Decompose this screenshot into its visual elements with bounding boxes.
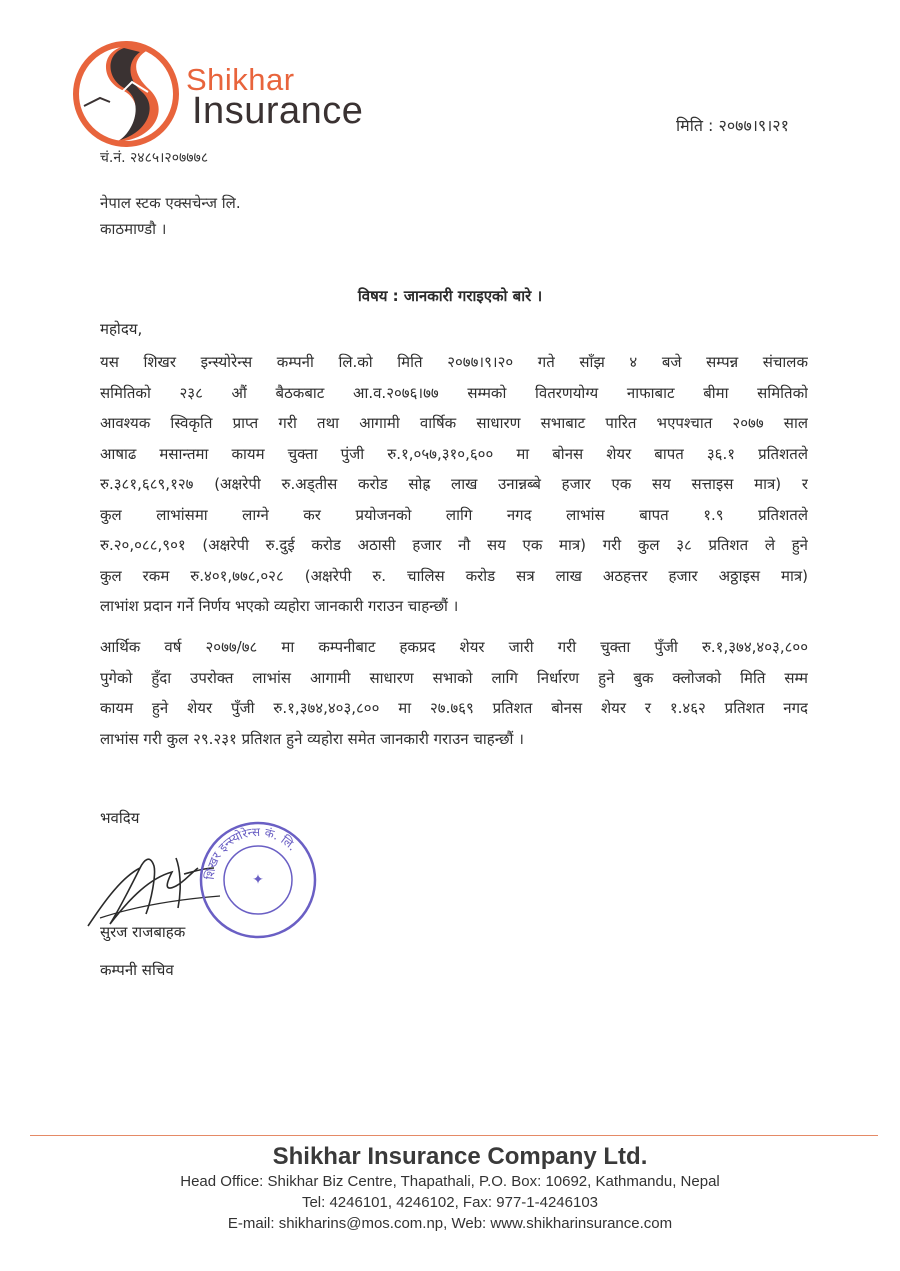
closing-phrase: भवदिय (100, 809, 140, 827)
paragraph-line: कुल लाभांसमा लाग्ने कर प्रयोजनको लागि नगद लाभांस बापत १.९ प्रतिशतले (100, 505, 808, 524)
recipient-address (100, 190, 241, 242)
paragraph-line: आषाढ मसान्तमा कायम चुक्ता पुंजी रु.१,०५७,३१०,६०० मा बोनस शेयर बापत ३६.१ प्रतिशतले (100, 444, 808, 463)
brand-name-line-2: Insurance (192, 90, 364, 132)
recipient-line: काठमाण्डौ । (100, 220, 167, 238)
brand-name-line-1: Shikhar (186, 62, 295, 97)
recipient-line: नेपाल स्टक एक्सचेन्ज लि. (100, 194, 241, 212)
paragraph-line: रु.३८१,६८९,१२७ (अक्षरेपी रु.अड्तीस करोड सोह्र लाख उनान्नब्बे हजार एक सय सत्ताइस मात्र) र (100, 475, 808, 493)
salutation: महोदय, (100, 320, 143, 338)
stamp-text: शिखर इन्स्योरेन्स कं. लि. (202, 824, 300, 881)
footer-contact: E-mail: shikharins@mos.com.np, Web: www.shikharinsurance.com (227, 1215, 673, 1232)
paragraph-line: समितिको २३८ औं बैठकबाट आ.व.२०७६।७७ सम्मको वितरणयोग्य नाफाबाट बीमा समितिको (100, 383, 808, 402)
footer-divider (30, 1135, 878, 1136)
subject-line: विषय : जानकारी गराइएको बारे । (357, 287, 543, 305)
footer-company-name: Shikhar Insurance Company Ltd. (272, 1143, 648, 1170)
reference-number: चं.नं. २४८५।२०७७७८ (100, 150, 209, 166)
paragraph-line: लाभांश प्रदान गर्ने निर्णय भएको व्यहोरा जानकारी गराउन चाहन्छौं । (100, 597, 459, 615)
letter-footer (0, 1143, 900, 1234)
signer-name: सुरज राजबाहक (100, 923, 186, 941)
footer-address: Head Office: Shikhar Biz Centre, Thapathali, P.O. Box: 10692, Kathmandu, Nepal (180, 1173, 720, 1190)
paragraph-line: पुगेको हुँदा उपरोक्त लाभांस आगामी साधारण सभाको लागि निर्धारण हुने बुक क्लोजको मिति सम्म (100, 668, 808, 687)
mountain-logo-icon (70, 40, 188, 150)
paragraph-line: कायम हुने शेयर पुँजी रु.१,३७४,४०३,८०० मा २७.७६९ प्रतिशत बोनस शेयर र १.४६२ प्रतिशत नगद (100, 699, 808, 717)
company-seal-stamp (196, 818, 320, 942)
footer-phone: Tel: 4246101, 4246102, Fax: 977-1-4246103 (301, 1194, 599, 1211)
letter-date: मिति : २०७७।९।२१ (676, 116, 789, 135)
paragraph-line: आर्थिक वर्ष २०७७/७८ मा कम्पनीबाट हकप्रद शेयर जारी गरी चुक्ता पुँजी रु.१,३७४,४०३,८०० (100, 638, 808, 656)
paragraph-line: यस शिखर इन्स्योरेन्स कम्पनी लि.को मिति २०७७।९।२० गते साँझ ४ बजे सम्पन्न संचालक (100, 353, 808, 371)
body-paragraph-1 (100, 347, 808, 622)
paragraph-line: रु.२०,०८८,९०१ (अक्षरेपी रु.दुई करोड अठासी हजार नौ सय एक मात्र) गरी कुल ३८ प्रतिशत ले हुने (100, 536, 808, 554)
svg-text:✦: ✦ (252, 872, 264, 888)
paragraph-line: आवश्यक स्विकृति प्राप्त गरी तथा आगामी वार्षिक साधारण सभाबाट पारित भएपश्चात २०७७ साल (100, 414, 808, 432)
paragraph-line: कुल रकम रु.४०१,७७८,०२८ (अक्षरेपी रु. चालिस करोड सत्र लाख अठहत्तर हजार अठ्ठाइस मात्र) (100, 566, 808, 585)
company-logo (70, 40, 410, 150)
signer-title: कम्पनी सचिव (100, 961, 174, 979)
paragraph-line: लाभांस गरी कुल २९.२३१ प्रतिशत हुने व्यहोरा समेत जानकारी गराउन चाहन्छौं । (100, 729, 524, 748)
body-paragraph-2 (100, 632, 808, 754)
